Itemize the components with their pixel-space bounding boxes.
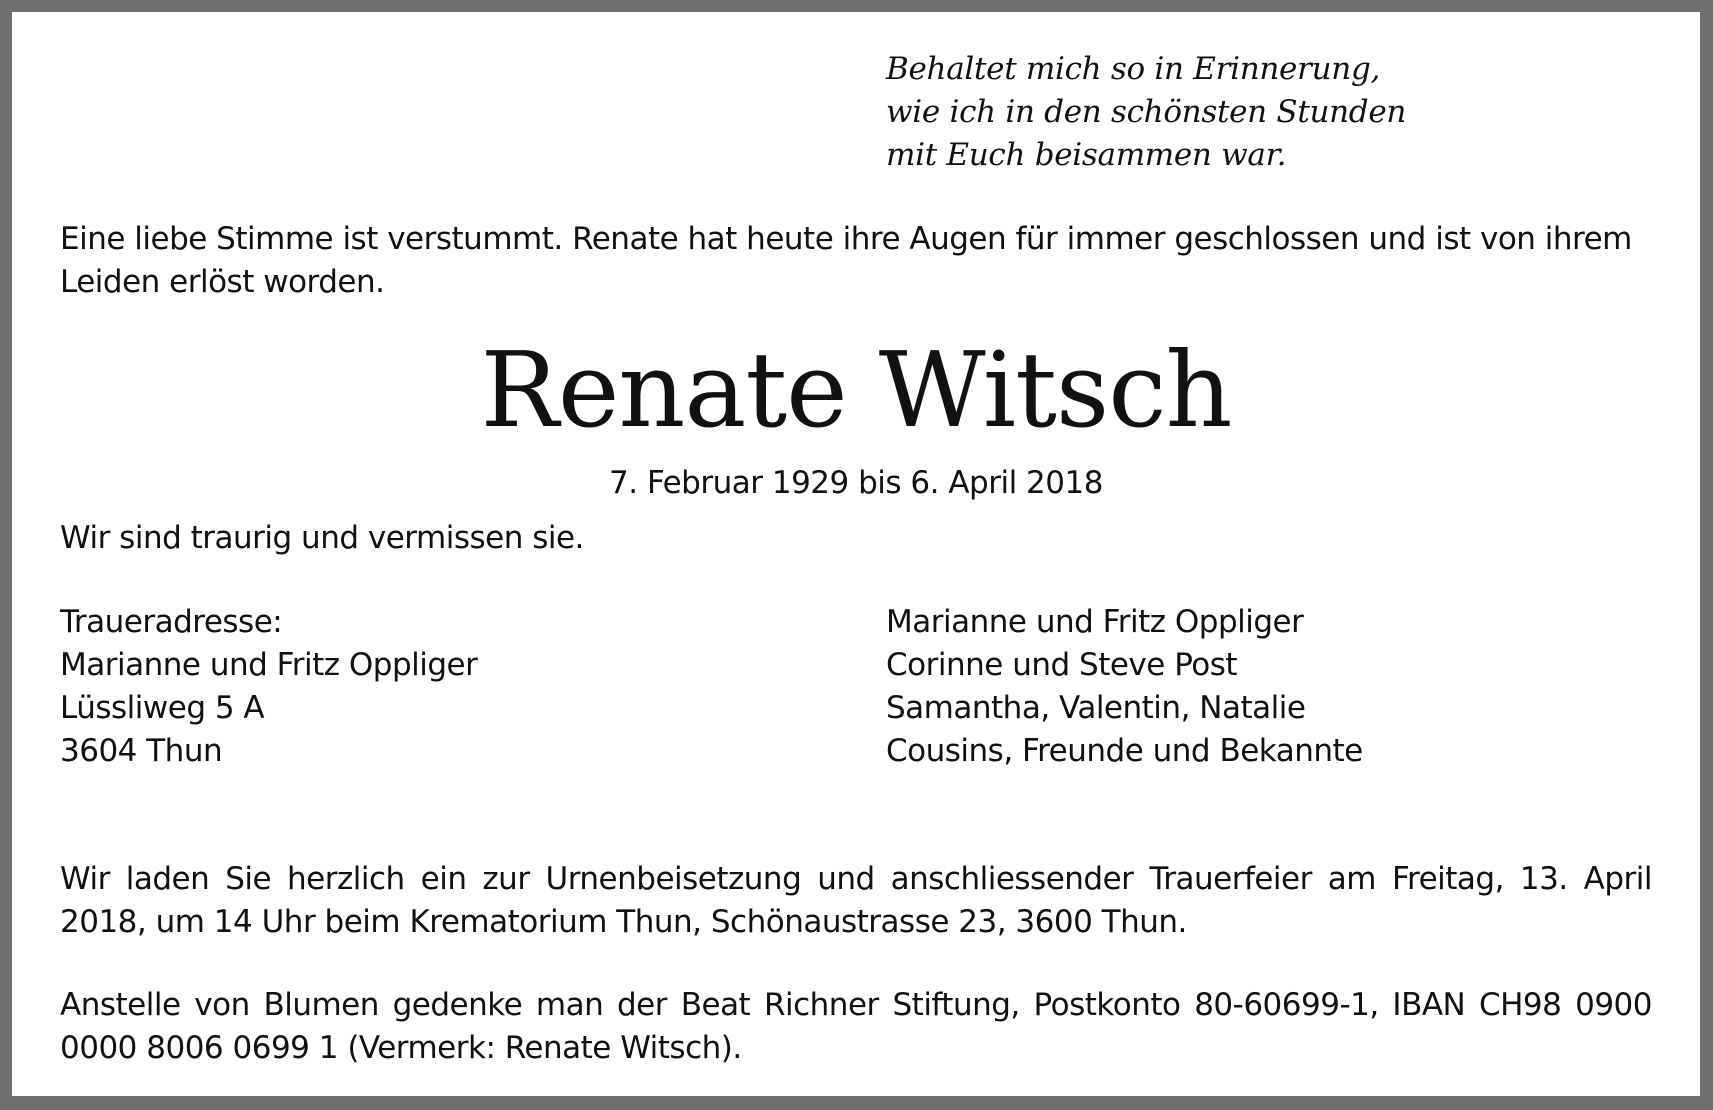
address-line: Marianne und Fritz Oppliger <box>60 647 478 683</box>
mourners-list <box>886 601 1363 773</box>
poem-line: mit Euch beisammen war. <box>886 137 1287 173</box>
mourner-line: Marianne und Fritz Oppliger <box>886 604 1304 640</box>
mourner-line: Samantha, Valentin, Natalie <box>886 690 1306 726</box>
deceased-name: Renate Witsch <box>480 329 1232 451</box>
address-heading: Traueradresse: <box>60 604 283 640</box>
poem-line: Behaltet mich so in Erinnerung, <box>886 51 1381 87</box>
obituary-notice <box>12 12 1700 1096</box>
poem-line: wie ich in den schönsten Stunden <box>886 94 1407 130</box>
life-dates: 7. Februar 1929 bis 6. April 2018 <box>609 465 1103 501</box>
donation-paragraph: Anstelle von Blumen gedenke man der Beat Richner Stiftung, Postkonto 80-60699-1, IBAN CH98 0900 0000 8006 0699 1 (Vermerk: Renate Witsch). <box>60 987 1652 1066</box>
address-line: 3604 Thun <box>60 733 223 769</box>
mourner-line: Corinne und Steve Post <box>886 647 1238 683</box>
invitation-paragraph: Wir laden Sie herzlich ein zur Urnenbeisetzung und anschliessender Trauerfeier am Freitag, 13. April 2018, um 14 Uhr beim Krematorium Thun, Schönaustrasse 23, 3600 Thun. <box>60 861 1652 940</box>
mourning-address <box>60 601 477 773</box>
mourner-line: Cousins, Freunde und Bekannte <box>886 733 1363 769</box>
memorial-poem <box>886 48 1406 177</box>
intro-paragraph: Eine liebe Stimme ist verstummt. Renate hat heute ihre Augen für immer geschlossen und ist von ihrem Leiden erlöst worden. <box>60 221 1632 300</box>
sad-line: Wir sind traurig und vermissen sie. <box>60 520 584 556</box>
address-line: Lüssliweg 5 A <box>60 690 265 726</box>
